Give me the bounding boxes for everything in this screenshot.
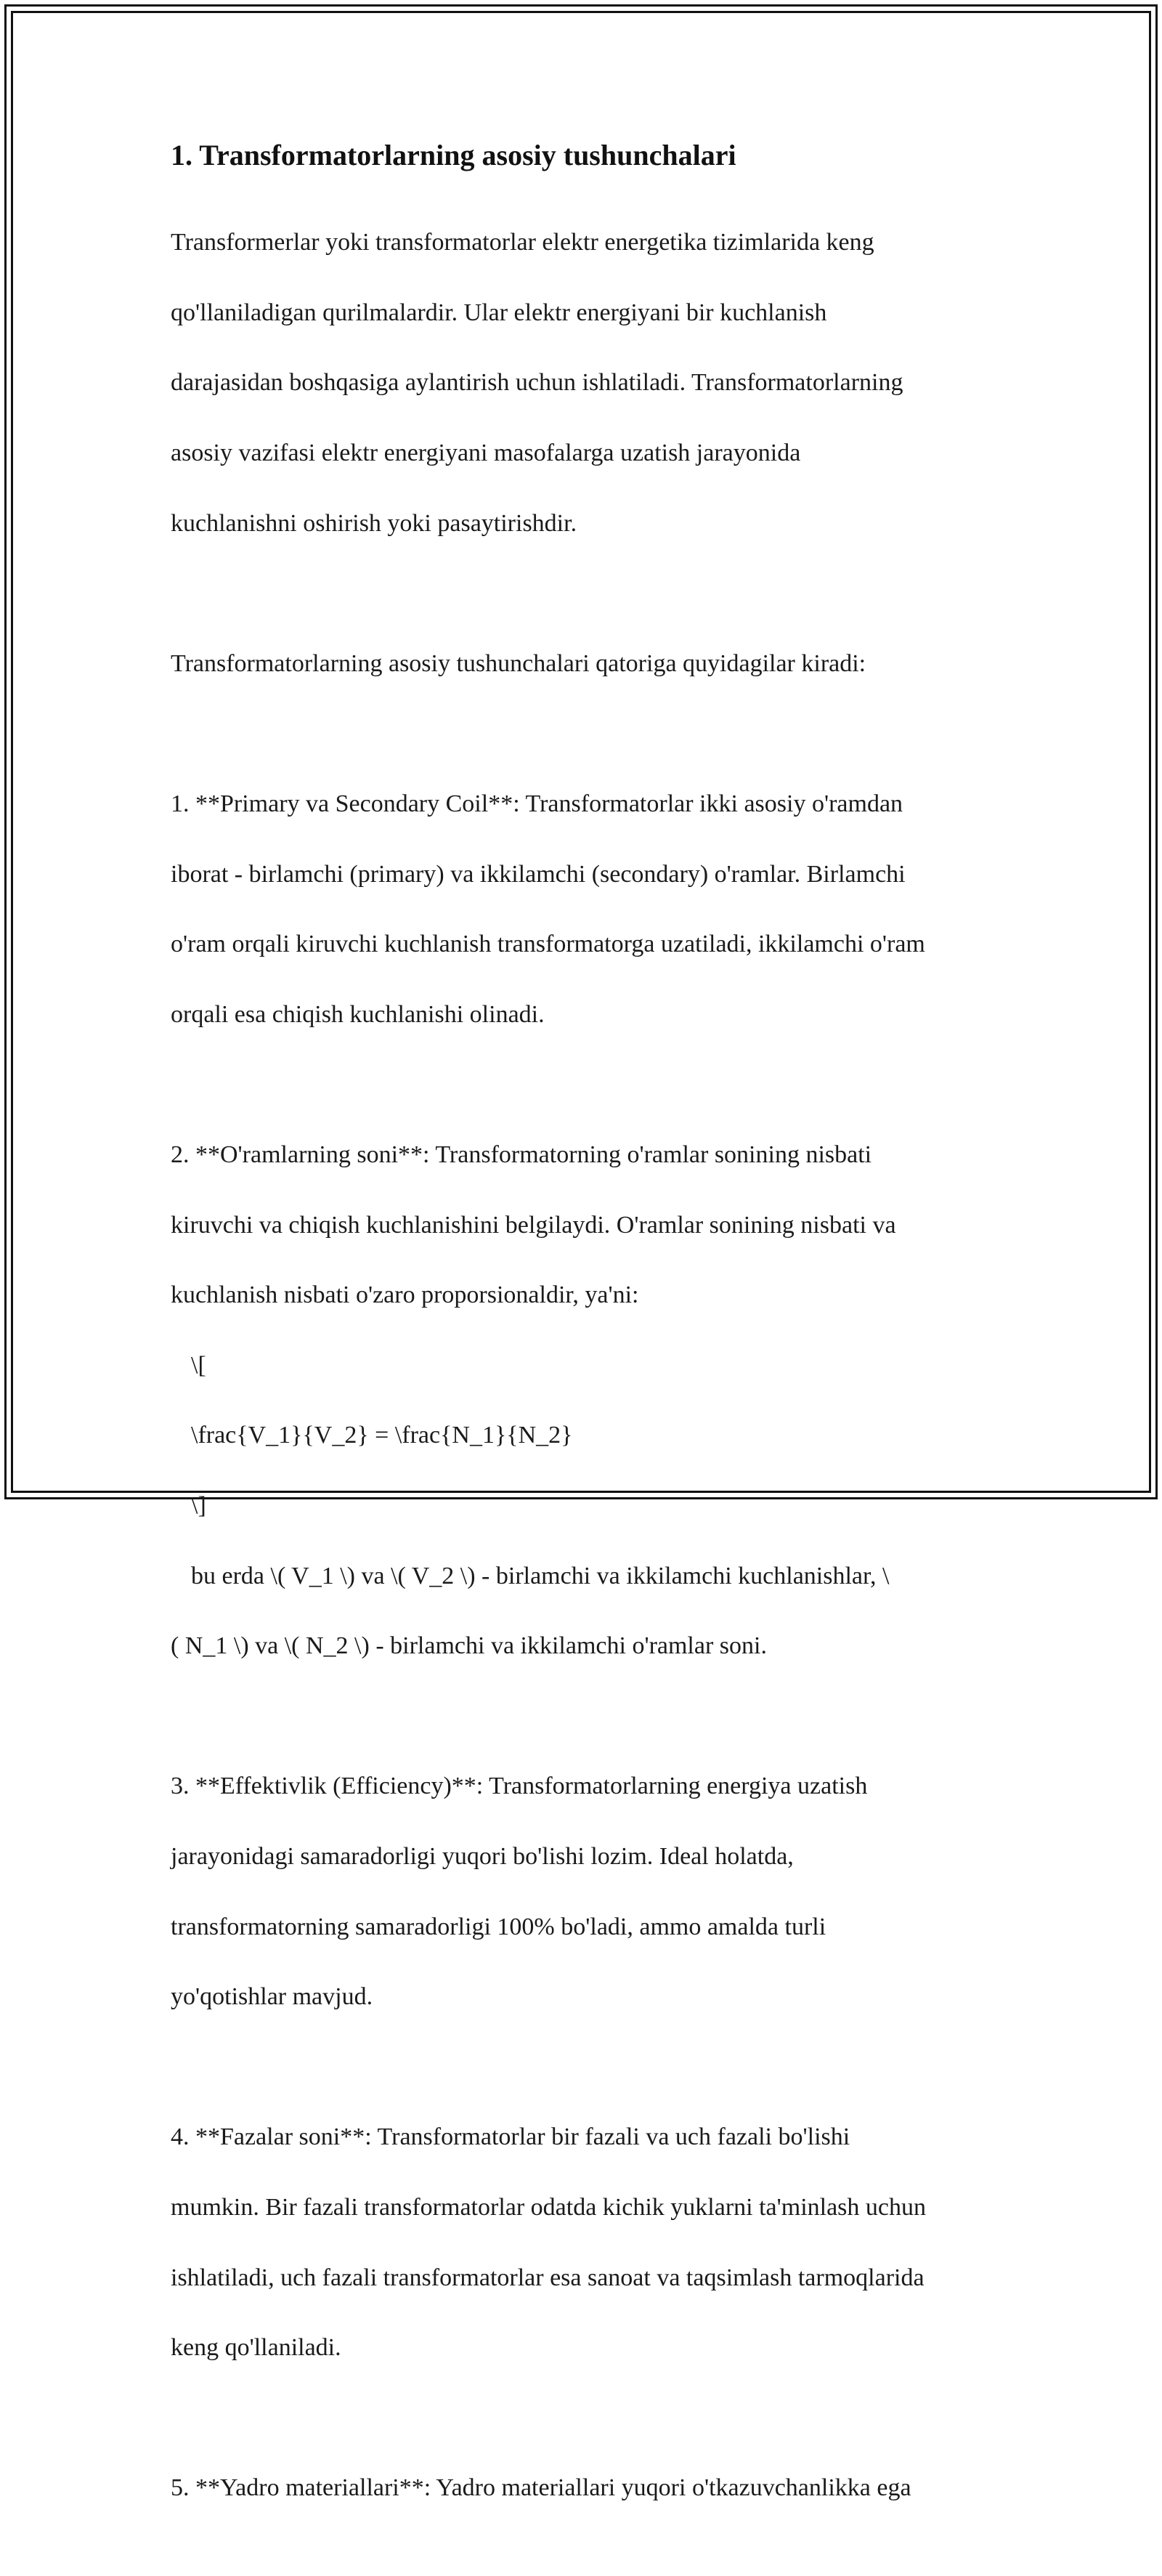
text-line: 1. **Primary va Secondary Coil**: Transformatorlar ikki asosiy o'ramdan	[171, 790, 903, 818]
text-line: keng qo'llaniladi.	[171, 2334, 341, 2362]
text-line: darajasidan boshqasiga aylantirish uchun ishlatiladi. Transformatorlarning	[171, 369, 903, 397]
list-item-phases	[171, 2085, 999, 2401]
list-item-efficiency	[171, 1734, 999, 2050]
text-line: 4. **Fazalar soni**: Transformatorlar bir fazali va uch fazali bo'lishi	[171, 2123, 850, 2151]
intro-paragraph	[171, 190, 999, 576]
list-item-core-materials	[171, 2436, 999, 2541]
text-line: Transformatorlarning asosiy tushunchalari qatoriga quyidagilar kiradi:	[171, 649, 866, 677]
lead-in-paragraph	[171, 612, 999, 717]
formula-body: \frac{V_1}{V_2} = \frac{N_1}{N_2}	[191, 1422, 573, 1449]
text-line: 5. **Yadro materiallari**: Yadro materiallari yuqori o'tkazuvchanlikka ega	[171, 2474, 911, 2502]
text-line: o'ram orqali kiruvchi kuchlanish transformatorga uzatiladi, ikkilamchi o'ram	[171, 931, 925, 958]
formula-close: \]	[191, 1491, 206, 1519]
list-item-turns-ratio	[171, 1103, 999, 1699]
text-line: yo'qotishlar mavjud.	[171, 1983, 373, 2011]
text-line: qo'llaniladigan qurilmalardir. Ular elektr energiyani bir kuchlanish	[171, 299, 827, 326]
text-line: transformatorning samaradorligi 100% bo'ladi, ammo amalda turli	[171, 1913, 826, 1940]
text-line: jarayonidagi samaradorligi yuqori bo'lishi lozim. Ideal holatda,	[171, 1842, 794, 1870]
document-body	[171, 138, 999, 2576]
text-line: kuchlanish nisbati o'zaro proporsionaldir, ya'ni:	[171, 1281, 639, 1309]
text-line: bu erda \( V_1 \) va \( V_2 \) - birlamchi va ikkilamchi kuchlanishlar, \	[191, 1562, 890, 1589]
text-line: 3. **Effektivlik (Efficiency)**: Transformatorlarning energiya uzatish	[171, 1773, 868, 1800]
list-item-primary-secondary	[171, 752, 999, 1068]
text-line: iborat - birlamchi (primary) va ikkilamchi (secondary) o'ramlar. Birlamchi	[171, 860, 906, 888]
text-line: kiruvchi va chiqish kuchlanishini belgilaydi. O'ramlar sonining nisbati va	[171, 1211, 896, 1239]
text-line: asosiy vazifasi elektr energiyani masofalarga uzatish jarayonida	[171, 440, 801, 467]
section-heading: 1. Transformatorlarning asosiy tushunchalari	[171, 139, 736, 171]
text-line: ishlatiladi, uch fazali transformatorlar esa sanoat va taqsimlash tarmoqlarida	[171, 2264, 925, 2291]
formula-open: \[	[191, 1351, 206, 1379]
text-line: 2. **O'ramlarning soni**: Transformatorning o'ramlar sonining nisbati	[171, 1141, 872, 1169]
text-line: Transformerlar yoki transformatorlar elektr energetika tizimlarida keng	[171, 229, 874, 256]
text-line: mumkin. Bir fazali transformatorlar odatda kichik yuklarni ta'minlash uchun	[171, 2193, 927, 2221]
text-line: kuchlanishni oshirish yoki pasaytirishdir.	[171, 509, 577, 537]
text-line: ( N_1 \) va \( N_2 \) - birlamchi va ikkilamchi o'ramlar soni.	[171, 1632, 767, 1660]
text-line: orqali esa chiqish kuchlanishi olinadi.	[171, 1000, 545, 1028]
